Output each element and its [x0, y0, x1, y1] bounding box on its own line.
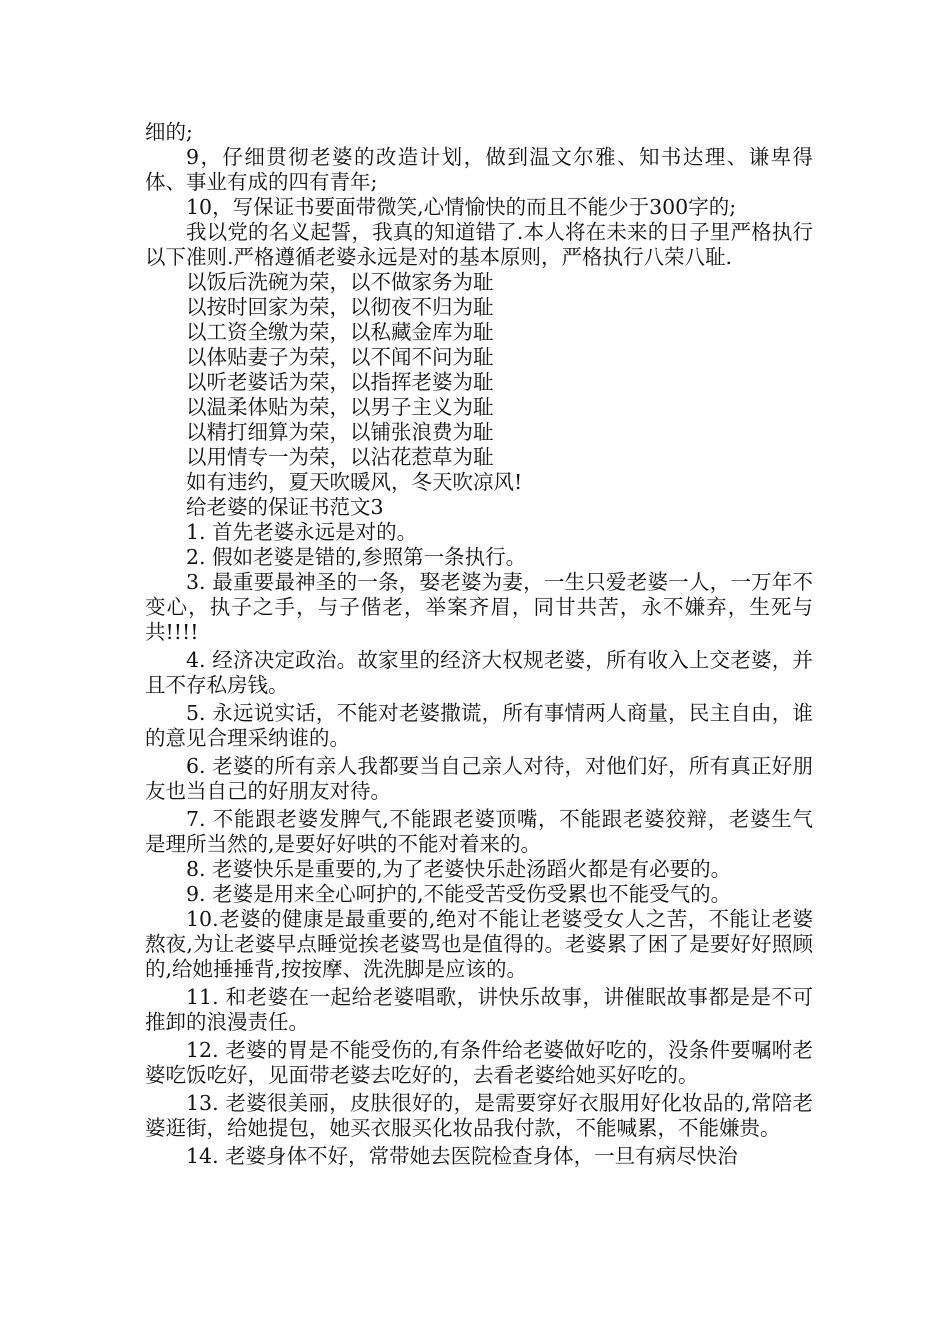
list-item: 12. 老婆的胃是不能受伤的,有条件给老婆做好吃的，没条件要嘱咐老婆吃饭吃好，见面带老婆去吃好的，去看老婆给她买好吃的。: [145, 1038, 813, 1087]
paragraph: 我以党的名义起誓，我真的知道错了.本人将在未来的日子里严格执行以下准则.严格遵循老婆永远是对的基本原则，严格执行八荣八耻.: [145, 220, 813, 269]
document-page: [145, 120, 813, 1169]
list-item: 8. 老婆快乐是重要的,为了老婆快乐赴汤蹈火都是有必要的。: [186, 857, 732, 881]
honor-shame-line: 以精打细算为荣，以铺张浪费为耻: [186, 420, 494, 444]
list-item: 10.老婆的健康是最重要的,绝对不能让老婆受女人之苦，不能让老婆熬夜,为让老婆早点睡觉挨老婆骂也是值得的。老婆累了困了是要好好照顾的,给她捶捶背,按按摩、洗洗脚是应该的。: [145, 907, 813, 981]
list-item: 2. 假如老婆是错的,参照第一条执行。: [186, 545, 527, 569]
list-item: 5. 永远说实话，不能对老婆撒谎，所有事情两人商量，民主自由，谁的意见合理采纳谁的。: [145, 701, 813, 750]
list-item: 1. 首先老婆永远是对的。: [186, 520, 418, 544]
paragraph: 10，写保证书要面带微笑,心情愉快的而且不能少于300字的;: [186, 195, 737, 219]
paragraph: 如有违约，夏天吹暖风，冬天吹凉风!: [186, 470, 523, 494]
honor-shame-line: 以温柔体贴为荣，以男子主义为耻: [186, 395, 494, 419]
paragraph: 细的;: [145, 120, 193, 144]
list-item: 14. 老婆身体不好，常带她去医院检查身体，一旦有病尽快治: [186, 1144, 738, 1168]
list-item: 3. 最重要最神圣的一条，娶老婆为妻，一生只爱老婆一人，一万年不变心，执子之手，与子偕老，举案齐眉，同甘共苦，永不嫌弃，生死与共!!!!: [145, 570, 813, 644]
list-item: 11. 和老婆在一起给老婆唱歌，讲快乐故事，讲催眠故事都是是不可推卸的浪漫责任。: [145, 985, 813, 1034]
list-item: 9. 老婆是用来全心呵护的,不能受苦受伤受累也不能受气的。: [186, 882, 732, 906]
list-item: 7. 不能跟老婆发脾气,不能跟老婆顶嘴，不能跟老婆狡辩，老婆生气是理所当然的,是要好好哄的不能对着来的。: [145, 807, 813, 856]
paragraph: 9，仔细贯彻老婆的改造计划，做到温文尔雅、知书达理、谦卑得体、事业有成的四有青年;: [145, 145, 813, 194]
list-item: 6. 老婆的所有亲人我都要当自己亲人对待，对他们好，所有真正好朋友也当自己的好朋友对待。: [145, 754, 813, 803]
list-item: 13. 老婆很美丽，皮肤很好的，是需要穿好衣服用好化妆品的,常陪老婆逛街，给她提包，她买衣服买化妆品我付款，不能喊累，不能嫌贵。: [145, 1091, 813, 1140]
honor-shame-line: 以用情专一为荣，以沾花惹草为耻: [186, 445, 494, 469]
list-item: 4. 经济决定政治。故家里的经济大权规老婆，所有收入上交老婆，并且不存私房钱。: [145, 648, 813, 697]
honor-shame-line: 以听老婆话为荣，以指挥老婆为耻: [186, 370, 494, 394]
honor-shame-line: 以体贴妻子为荣，以不闻不问为耻: [186, 345, 494, 369]
honor-shame-line: 以工资全缴为荣，以私藏金库为耻: [186, 320, 494, 344]
honor-shame-line: 以饭后洗碗为荣，以不做家务为耻: [186, 270, 494, 294]
honor-shame-line: 以按时回家为荣，以彻夜不归为耻: [186, 295, 494, 319]
section-heading: 给老婆的保证书范文3: [186, 495, 384, 519]
